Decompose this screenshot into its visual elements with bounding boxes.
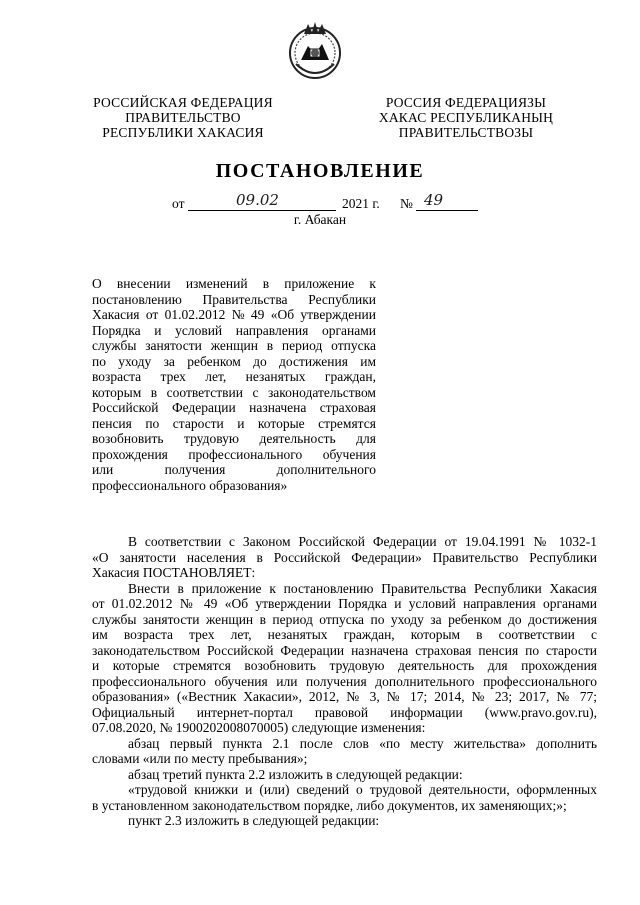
subject-line: службы занятости женщин в период отпуска [92, 338, 376, 353]
body-line: абзац третий пункта 2.2 изложить в следующей редакции: [128, 766, 463, 782]
body-line: «трудовой книжки и (или) сведений о трудовой деятельности, оформленных [128, 782, 597, 797]
body-line: Официальный интернет-портал правовой информации (www.pravo.gov.ru), [92, 704, 597, 720]
subject-line: Порядка и условий направления органами [92, 322, 376, 338]
subject-line: возраста трех лет, незанятых граждан, [92, 369, 376, 384]
header-left-line: ПРАВИТЕЛЬСТВО [125, 110, 241, 125]
number-sign: № [400, 196, 413, 211]
body-line: законодательством Российской Федерации назначена страховая пенсия по старости [92, 642, 597, 658]
body-text [92, 534, 597, 829]
subject-line: профессионального образования» [92, 477, 288, 493]
header-right-line: ХАКАС РЕСПУБЛИКАНЫҢ [378, 110, 554, 125]
body-line: «О занятости населения в Российской Федерации» Правительство Республики [92, 549, 597, 565]
body-line: словами «или по месту пребывания»; [92, 751, 308, 766]
body-line: пункт 2.3 изложить в следующей редакции: [128, 813, 380, 828]
body-line: службы занятости женщин в период отпуска по уходу за ребенком до достижения [92, 611, 597, 627]
body-line: и которые стремятся возобновить трудовую деятельность для прохождения [92, 658, 597, 673]
body-line: абзац первый пункта 2.1 после слов «по месту жительства» дополнить [128, 735, 597, 751]
subject-line: Хакасия от 01.02.2012 № 49 «Об утверждении [92, 307, 376, 322]
body-line: образования» («Вестник Хакасии», 2012, № 3, № 17; 2014, № 23; 2017, № 77; [92, 689, 597, 704]
coat-of-arms-emblem [286, 20, 344, 82]
city-label: г. Абакан [293, 212, 347, 227]
header-right-line: РОССИЯ ФЕДЕРАЦИЯЗЫ [385, 95, 547, 110]
header-left-line: РЕСПУБЛИКИ ХАКАСИЯ [102, 125, 264, 140]
subject-line: пенсия по старости и которые стремятся [92, 415, 376, 431]
header-left-line: РОССИЙСКАЯ ФЕДЕРАЦИЯ [93, 95, 273, 110]
handwritten-number: 49 [424, 191, 444, 209]
body-line: профессионального обучения или получения дополнительного профессионального [92, 673, 597, 689]
body-line: в установленном законодательством порядке, либо документов, их заменяющих;»; [92, 797, 567, 813]
body-line: им возраста трех лет, незанятых граждан, которым в соответствии с [92, 627, 597, 642]
header-right-block [376, 95, 556, 140]
subject-line: Российской Федерации назначена страховая [92, 400, 376, 415]
subject-line: постановлению Правительства Республики [92, 291, 376, 307]
subject-line: возобновить трудовую деятельность для [92, 431, 376, 446]
subject-block [92, 276, 376, 493]
subject-line: по уходу за ребенком до достижения им [92, 353, 376, 369]
subject-line: которым в соответствии с законодательством [92, 384, 376, 400]
year-label: 2021 г. [342, 196, 380, 211]
header-left-block [88, 95, 278, 140]
date-prefix: от [172, 196, 185, 211]
body-line: Внести в приложение к постановлению Правительства Республики Хакасия [128, 580, 597, 596]
body-line: 07.08.2020, № 1900202008070005) следующие изменения: [92, 720, 426, 735]
body-line: В соответствии с Законом Российской Федерации от 19.04.1991 № 1032-1 [128, 534, 597, 549]
subject-line: прохождения профессионального обучения [92, 446, 376, 462]
handwritten-date: 09.02 [236, 191, 279, 209]
subject-line: О внесении изменений в приложение к [92, 276, 376, 291]
subject-line: или получения дополнительного [92, 462, 376, 477]
body-line: от 01.02.2012 № 49 «Об утверждении Порядка и условий направления органами [92, 596, 597, 611]
document-title: ПОСТАНОВЛЕНИЕ [215, 160, 425, 182]
body-line: Хакасия ПОСТАНОВЛЯЕТ: [92, 565, 256, 580]
header-right-line: ПРАВИТЕЛЬСТВОЗЫ [398, 125, 534, 140]
